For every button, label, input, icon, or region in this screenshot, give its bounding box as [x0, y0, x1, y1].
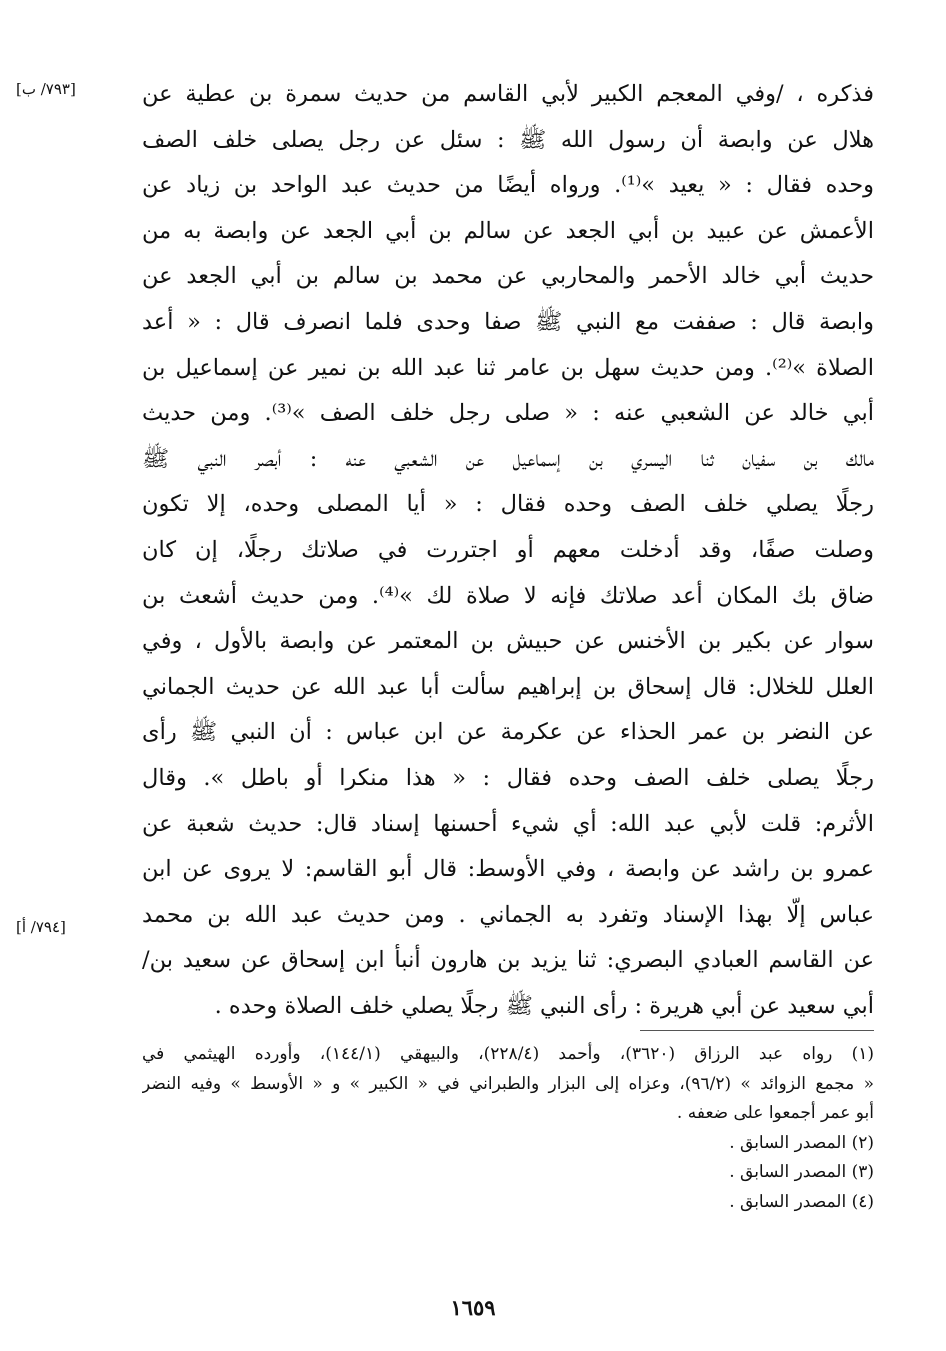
- text-line: حديث أبي خالد الأحمر والمحاربي عن محمد بن سالم بن أبي الجعد عن: [142, 263, 874, 290]
- margin-folio-ref: [٧٩٣/ ب]: [16, 80, 76, 98]
- text-line: وابصة قال : صففت مع النبي ﷺ صفا وحدى فلما انصرف قال : « أعد: [142, 308, 874, 335]
- text-line: سوار عن بكير بن الأخنس عن حبيش بن المعتمر عن وابصة بالأول ، وفي: [142, 628, 874, 655]
- text-line: هلال عن وابصة أن رسول الله ﷺ : سئل عن رجل يصلى خلف الصف: [142, 126, 874, 153]
- text-line: ضاق بك المكان أعد صلاتك فإنه لا صلاة لك »⁽⁴⁾. ومن حديث أشعث بن: [142, 582, 874, 609]
- text-line: عمرو بن راشد عن وابصة ، وفي الأوسط: قال أبو القاسم: لا يروى عن ابن: [142, 856, 874, 883]
- text-line: رجلًا يصلى خلف الصف وحده فقال : « هذا منكرا أو باطل ». وقال: [142, 764, 874, 791]
- text-line: عباس إلّا بهذا الإسناد وتفرد به الجماني . ومن حديث عبد الله بن محمد: [142, 901, 874, 928]
- text-line: الأعمش عن عبيد بن أبي الجعد عن سالم بن أبي الجعد عن وابصة به من: [142, 217, 874, 244]
- footnote-line: (٢) المصدر السابق .: [729, 1132, 874, 1153]
- footnote-line: أبو عمر أجمعوا على ضعفه .: [676, 1103, 874, 1123]
- page-number: ١٦٥٩: [450, 1295, 496, 1320]
- text-line: مالك بن سفيان ثنا اليسري بن إسماعيل عن الشعبي عنه : أبصر النبي ﷺ: [142, 445, 874, 472]
- text-line: العلل للخلال: قال إسحاق بن إبراهيم سألت أبا عبد الله عن حديث الجماني: [142, 673, 874, 700]
- text-line: أبي خالد عن الشعبي عنه : « صلى رجل خلف الصف »⁽³⁾. ومن حديث: [142, 400, 874, 427]
- text-line: رجلًا يصلي خلف الصف وحده فقال : « أيا المصلى وحده، إلا تكون: [142, 491, 874, 518]
- footnote-line: « مجمع الزوائد » (٩٦/٢)، وعزاه إلى البزار والطبراني في « الكبير » و « الأوسط » وفيه النضر: [142, 1073, 874, 1094]
- footnotes: [142, 1040, 874, 1217]
- footnote-separator: [640, 1030, 874, 1031]
- margin-folio-ref: [٧٩٤/ أ]: [16, 918, 66, 936]
- text-line: الأثرم: قلت لأبي عبد الله: أي شيء أحسنها إسناد قال: حديث شعبة عن: [142, 810, 874, 837]
- text-line: وصلت صفًا، وقد أدخلت معهم أو اجتررت في صلاتك رجلًا، إن كان: [142, 536, 874, 563]
- footnote-line: (١) رواه عبد الرزاق (٣٦٢٠)، وأحمد (٢٢٨/٤)، والبيهقي (١٤٤/١)، وأورده الهيثمي في: [142, 1044, 874, 1064]
- text-line: عن النضر بن عمر الحذاء عن عكرمة عن ابن عباس : أن النبي ﷺ رأى: [142, 719, 874, 746]
- text-line: الصلاة »⁽²⁾. ومن حديث سهل بن عامر ثنا عبد الله بن نمير عن إسماعيل بن: [142, 354, 874, 381]
- text-line: أبي سعيد عن أبي هريرة : رأى النبي ﷺ رجلًا يصلي خلف الصلاة وحده .: [214, 992, 874, 1019]
- footnote-line: (٤) المصدر السابق .: [729, 1191, 874, 1212]
- footnote-line: (٣) المصدر السابق .: [729, 1162, 874, 1182]
- text-line: وحده فقال : « يعيد »⁽¹⁾. ورواه أيضًا من حديث عبد الواحد بن زياد عن: [142, 172, 874, 199]
- text-line: عن القاسم العبادي البصري: ثنا يزيد بن هارون أنبأ ابن إسحاق عن سعيد بن/: [142, 947, 874, 974]
- main-text-block: [142, 72, 874, 1029]
- text-line: فذكره ، /وفي المعجم الكبير لأبي القاسم من حديث سمرة بن عطية عن: [142, 81, 874, 107]
